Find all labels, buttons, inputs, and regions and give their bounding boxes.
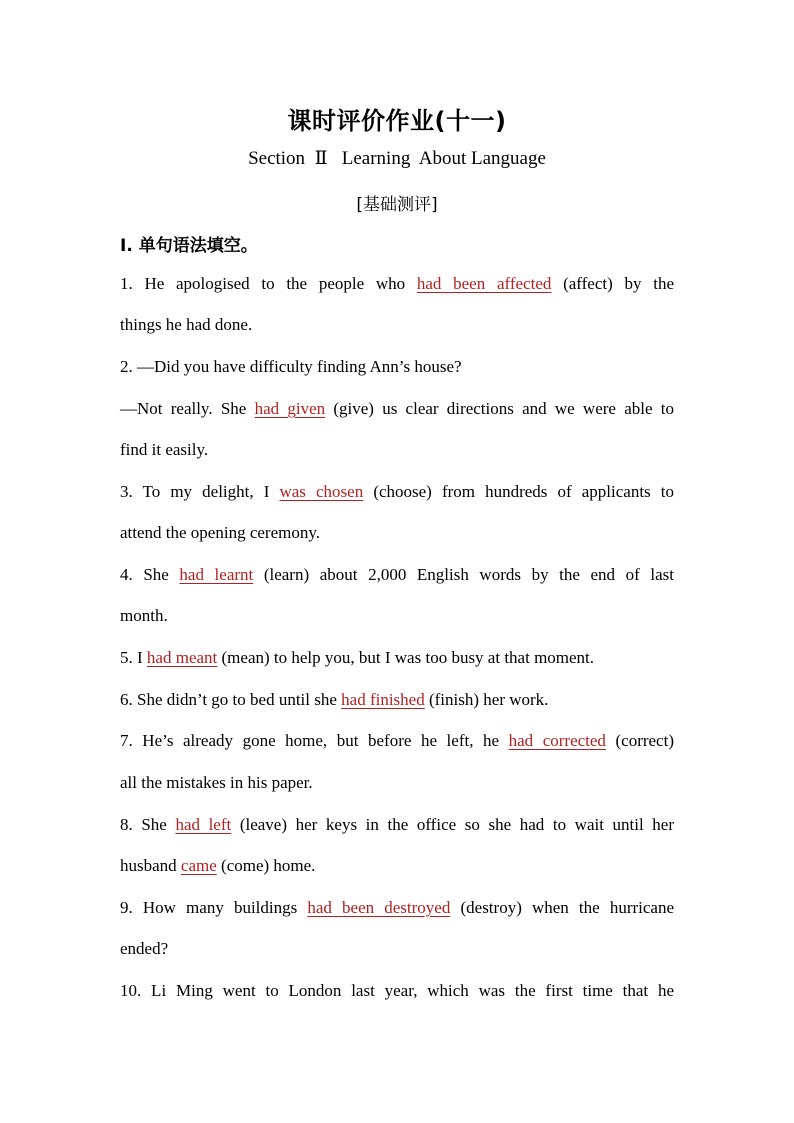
question-3-line-2: attend the opening ceremony. bbox=[120, 523, 320, 542]
question-9-line-1: 9. How many buildings had been destroyed (destroy) when the hurricane bbox=[120, 898, 675, 917]
question-8-line-2: husband came (come) home. bbox=[120, 856, 316, 875]
question-7-line-2: all the mistakes in his paper. bbox=[120, 773, 313, 792]
answer-text: had left bbox=[175, 815, 232, 834]
question-1-line-2: things he had done. bbox=[120, 315, 253, 334]
answer-text: had corrected bbox=[508, 731, 606, 750]
section-numeral: Ⅱ bbox=[314, 148, 328, 169]
section-subtitle bbox=[0, 147, 794, 170]
question-4-line-2: month. bbox=[120, 606, 168, 625]
question-2-line-3: find it easily. bbox=[120, 440, 209, 459]
question-3-line-1: 3. To my delight, I was chosen (choose) from hundreds of applicants to bbox=[120, 482, 674, 501]
question-7-line-1: 7. He’s already gone home, but before he left, he had corrected (correct) bbox=[120, 731, 674, 750]
question-9-line-2: ended? bbox=[120, 939, 169, 958]
answer-text: had finished bbox=[341, 690, 425, 709]
answer-text: had been affected bbox=[416, 274, 552, 293]
section-name: Learning About Language bbox=[341, 148, 546, 169]
question-2-line-2: —Not really. She had given (give) us clear directions and we were able to bbox=[120, 399, 674, 418]
question-1-line-1: 1. He apologised to the people who had been affected (affect) by the bbox=[120, 274, 674, 293]
question-2-line-1: 2. —Did you have difficulty finding Ann’s house? bbox=[120, 357, 462, 376]
answer-text: had been destroyed bbox=[307, 898, 451, 917]
question-5-line-1: 5. I had meant (mean) to help you, but I was too busy at that moment. bbox=[120, 648, 595, 667]
answer-text: had given bbox=[254, 399, 326, 418]
section-label: Section bbox=[248, 148, 306, 169]
answer-text: came bbox=[180, 856, 217, 875]
part-heading: Ⅰ. 单句语法填空。 bbox=[120, 236, 258, 256]
section-tag: [基础测评] bbox=[356, 195, 438, 215]
answer-text: was chosen bbox=[279, 482, 364, 501]
question-6-line-1: 6. She didn’t go to bed until she had finished (finish) her work. bbox=[120, 690, 549, 709]
answer-text: had meant bbox=[146, 648, 218, 667]
answer-text: had learnt bbox=[179, 565, 254, 584]
page-title: 课时评价作业(十一) bbox=[287, 107, 507, 135]
question-8-line-1: 8. She had left (leave) her keys in the office so she had to wait until her bbox=[120, 815, 675, 834]
question-4-line-1: 4. She had learnt (learn) about 2,000 English words by the end of last bbox=[120, 565, 674, 584]
question-10-line-1: 10. Li Ming went to London last year, which was the first time that he bbox=[120, 981, 674, 1000]
